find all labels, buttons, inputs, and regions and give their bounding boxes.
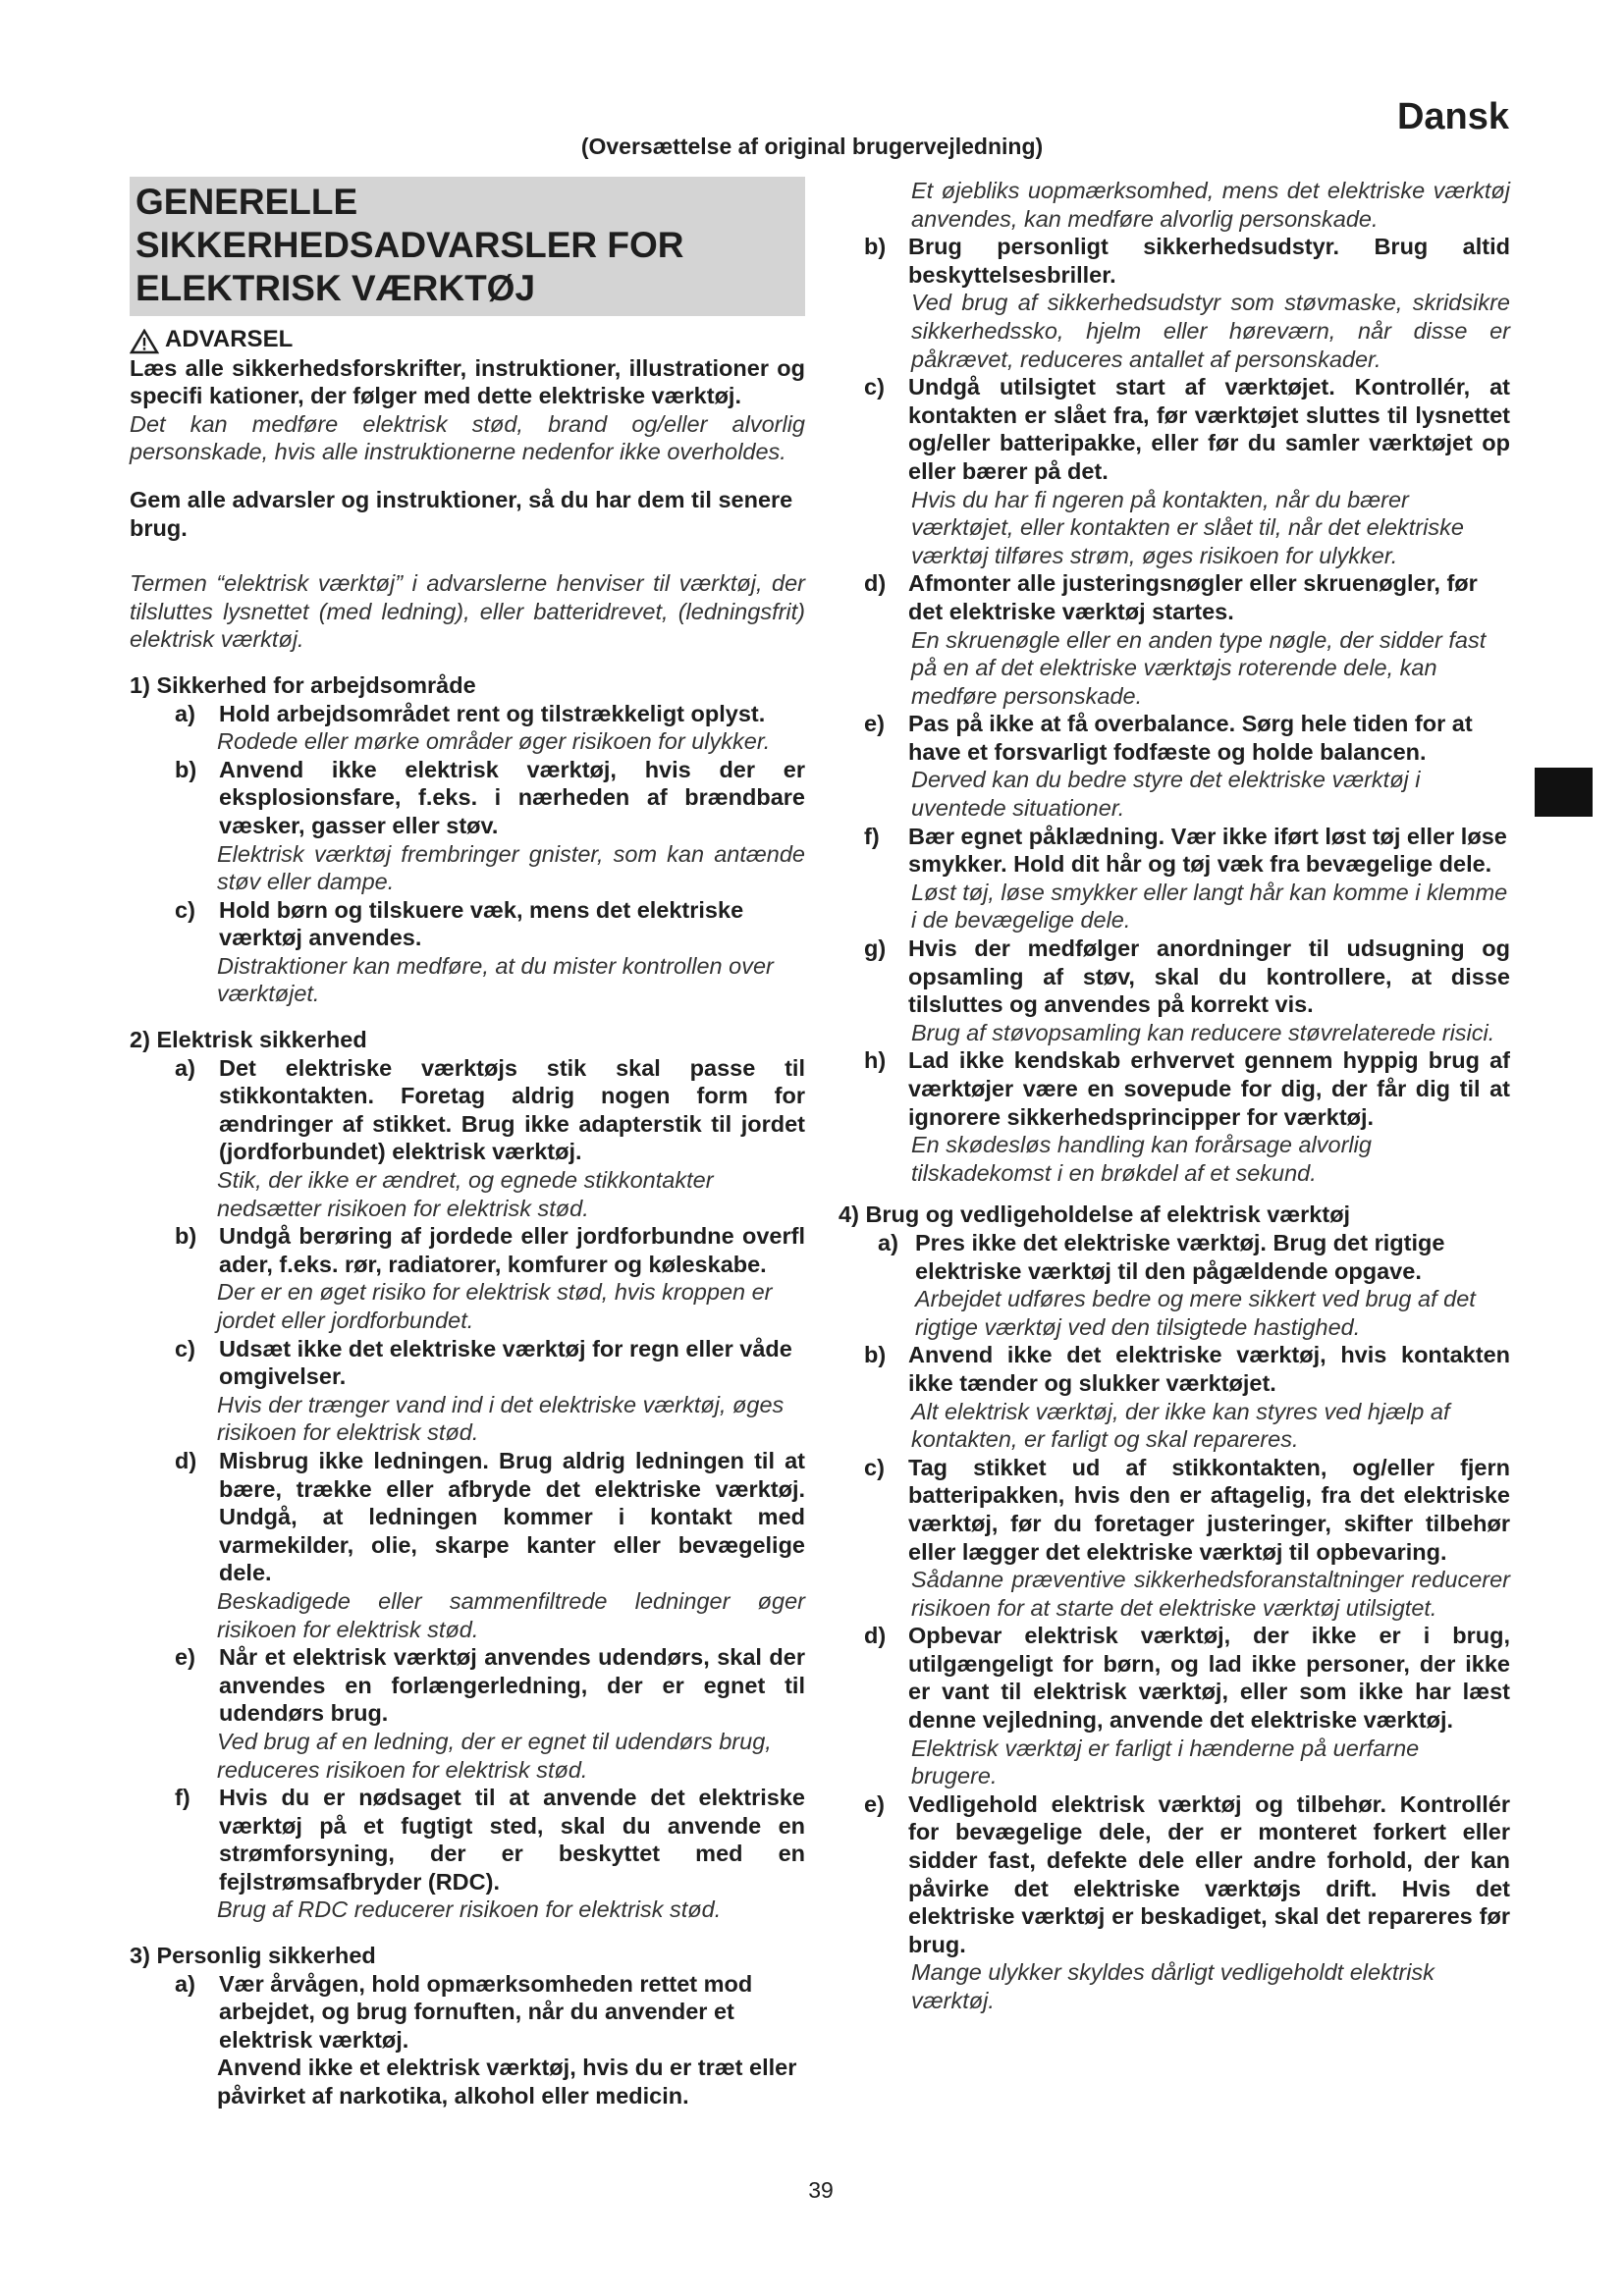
list-item: a) Pres ikke det elektriske værktøj. Brug det rigtige elektriske værktøj til den pågældende opgave. Arbejdet udføres bedre og mere sikkert ved brug af det rigtige værktøj ved den tilsigtede hastighed.: [878, 1229, 1476, 1340]
list-item: d) Opbevar elektrisk værktøj, der ikke er i brug, utilgængeligt for børn, og lad ikke personer, der ikke er vant til elektrisk værktøj, eller som ikke har læst denne vejledning, anvende det elektriske værktøj. Elektrisk værktøj er farligt i hænderne på uerfarne brugere.: [864, 1623, 1510, 1789]
warning-heading: [130, 326, 805, 354]
language-label: Dansk: [1396, 96, 1509, 137]
right-column: [839, 177, 1510, 2015]
list-item: b) Undgå berøring af jordede eller jordforbundne overfl ader, f.eks. rør, radiatorer, komfurer og køleskabe. Der er en øget risiko for elektrisk stød, hvis kroppen er jordet eller jordforbundet.: [175, 1223, 805, 1333]
list-item: e) Pas på ikke at få overbalance. Sørg hele tiden for at have et forsvarligt fodfæste og holde balancen. Derved kan du bedre styre det elektriske værktøj i uventede situationer.: [864, 711, 1473, 822]
list-item: d) Misbrug ikke ledningen. Brug aldrig ledningen til at bære, trække eller afbryde det elektriske værktøj. Undgå, at ledningen kommer i kontakt med varmekilder, olie, skarpe kanter eller bevægelige dele. Beskadigede eller sammenfiltrede ledninger øger risikoen for elektrisk stød.: [175, 1447, 805, 1642]
list-item: c) Hold børn og tilskuere væk, mens det elektriske værktøj anvendes. Distraktioner kan medføre, at du mister kontrollen over værktøjet.: [175, 896, 774, 1007]
list-item: c) Undgå utilsigtet start af værktøjet. Kontrollér, at kontakten er slået fra, før værktøjet sluttes til lysnettet og/eller batteripakke, eller før du samler værktøjet op eller bærer på det. Hvis du har fi ngeren på kontakten, når du bærer værktøjet, eller kontakten er slået til, når det elektriske værktøj tilføres strøm, øges risikoen for ulykker.: [864, 374, 1510, 568]
list-item: c) Udsæt ikke det elektriske værktøj for regn eller våde omgivelser. Hvis der trænger vand ind i det elektriske værktøj, øges risikoen for elektrisk stød.: [175, 1335, 792, 1446]
document-subtitle: (Oversættelse af original brugervejledning): [580, 133, 1044, 159]
section-3-heading: 3) Personlig sikkerhed: [130, 1943, 376, 1969]
list-item: e) Når et elektrisk værktøj anvendes udendørs, skal der anvendes en forlængerledning, der er egnet til udendørs brug. Ved brug af en ledning, der er egnet til udendørs brug, reduceres risikoen for elektrisk stød.: [175, 1644, 805, 1783]
list-item: e) Vedligehold elektrisk værktøj og tilbehør. Kontrollér for bevægelige dele, der er monteret forkert eller sidder fast, defekte dele eller andre forhold, der kan påvirke det elektriske værktøjs drift. Hvis det elektriske værktøj er beskadiget, skal det repareres før brug. Mange ulykker skyldes dårligt vedligeholdt elektrisk værktøj.: [864, 1790, 1510, 2013]
list-item: b) Anvend ikke det elektriske værktøj, hvis kontakten ikke tænder og slukker værktøjet. Alt elektrisk værktøj, der ikke kan styres ved hjælp af kontakten, er farligt og skal repareres.: [864, 1342, 1510, 1453]
list-item: f) Hvis du er nødsaget til at anvende det elektriske værktøj på et fugtigt sted, skal du anvende en strømforsyning, der er beskyttet med en fejlstrømsafbryder (RDC). Brug af RDC reducerer risikoen for elektrisk stød.: [175, 1785, 805, 1923]
section-1-heading: 1) Sikkerhed for arbejdsområde: [130, 671, 476, 698]
list-item: f) Bær egnet påklædning. Vær ikke iført løst tøj eller løse smykker. Hold dit hår og tøj væk fra bevægelige dele. Løst tøj, løse smykker eller langt hår kan komme i klemme i de bevægelige dele.: [864, 823, 1508, 934]
section-3a-note: Et øjebliks uopmærksomhed, mens det elektriske værktøj anvendes, kan medføre alvorlig personskade.: [911, 178, 1510, 232]
list-item: a) Vær årvågen, hold opmærksomheden rettet mod arbejdet, og brug fornuften, når du anvender et elektrisk værktøj. Anvend ikke et elektrisk værktøj, hvis du er træt eller påvirket af narkotika, alkohol eller medicin.: [175, 1970, 797, 2109]
warning-intro-note: Det kan medføre elektrisk stød, brand og/eller alvorlig personskade, hvis alle instruktionerne nedenfor ikke overholdes.: [130, 410, 805, 465]
list-item: c) Tag stikket ud af stikkontakten, og/eller fjern batteripakken, hvis den er aftagelig, fra det elektriske værktøj, før du foretager justeringer, skifter tilbehør eller lægger det elektriske værktøj til opbevaring. Sådanne præventive sikkerhedsforanstaltninger reducerer risikoen for at starte det elektriske værktøj utilsigtet.: [864, 1454, 1510, 1621]
section-title: GENERELLE SIKKERHEDSADVARSLER FOR ELEKTRISK VÆRKTØJ: [130, 177, 805, 316]
list-item: g) Hvis der medfølger anordninger til udsugning og opsamling af støv, skal du kontrollere, at disse tilsluttes og anvendes på korrekt vis. Brug af støvopsamling kan reducere støvrelaterede risici.: [864, 935, 1510, 1045]
warning-term-definition: Termen “elektrisk værktøj” i advarslerne henviser til værktøj, der tilsluttes lysnettet (med ledning), eller batteridrevet, (ledningsfrit) elektrisk værktøj.: [130, 570, 805, 653]
warning-triangle-icon: [130, 329, 159, 354]
page-number: 39: [808, 2177, 834, 2203]
warning-intro: Læs alle sikkerhedsforskrifter, instruktioner, illustrationer og specifi kationer, der følger med dette elektriske værktøj.: [130, 354, 805, 409]
list-item: b) Anvend ikke elektrisk værktøj, hvis der er eksplosionsfare, f.eks. i nærheden af brændbare væsker, gasser eller støv. Elektrisk værktøj frembringer gnister, som kan antænde støv eller dampe.: [175, 756, 805, 895]
list-item: h) Lad ikke kendskab erhvervet gennem hyppig brug af værktøjer være en sovepude for dig, der får dig til at ignorere sikkerhedsprincipper for værktøj. En skødesløs handling kan forårsage alvorlig tilskadekomst i en brøkdel af et sekund.: [864, 1047, 1510, 1186]
warning-keep-instructions: Gem alle advarsler og instruktioner, så du har dem til senere brug.: [130, 486, 793, 541]
chapter-tab-marker: [1535, 768, 1593, 817]
list-item: b) Brug personligt sikkerhedsudstyr. Brug altid beskyttelsesbriller. Ved brug af sikkerhedsudstyr som støvmaske, skridsikre sikkerhedssko, hjelm eller høreværn, når disse er påkrævet, reduceres antallet af personskader.: [864, 234, 1510, 372]
list-item: a) Hold arbejdsområdet rent og tilstrækkeligt oplyst. Rodede eller mørke områder øger risikoen for ulykker.: [175, 700, 771, 755]
section-4-heading: 4) Brug og vedligeholdelse af elektrisk værktøj: [839, 1201, 1351, 1228]
section-2-heading: 2) Elektrisk sikkerhed: [130, 1027, 367, 1053]
warning-label: ADVARSEL: [165, 326, 294, 352]
left-column: [130, 177, 805, 2110]
list-item: d) Afmonter alle justeringsnøgler eller skruenøgler, før det elektriske værktøj startes. En skruenøgle eller en anden type nøgle, der sidder fast på en af det elektriske værktøjs roterende dele, kan medføre personskade.: [864, 570, 1487, 709]
list-item: a) Det elektriske værktøjs stik skal passe til stikkontakten. Foretag aldrig nogen form for ændringer af stikket. Brug ikke adapterstik til jordet (jordforbundet) elektrisk værktøj. Stik, der ikke er ændret, og egnede stikkontakter nedsætter risikoen for elektrisk stød.: [175, 1054, 805, 1221]
